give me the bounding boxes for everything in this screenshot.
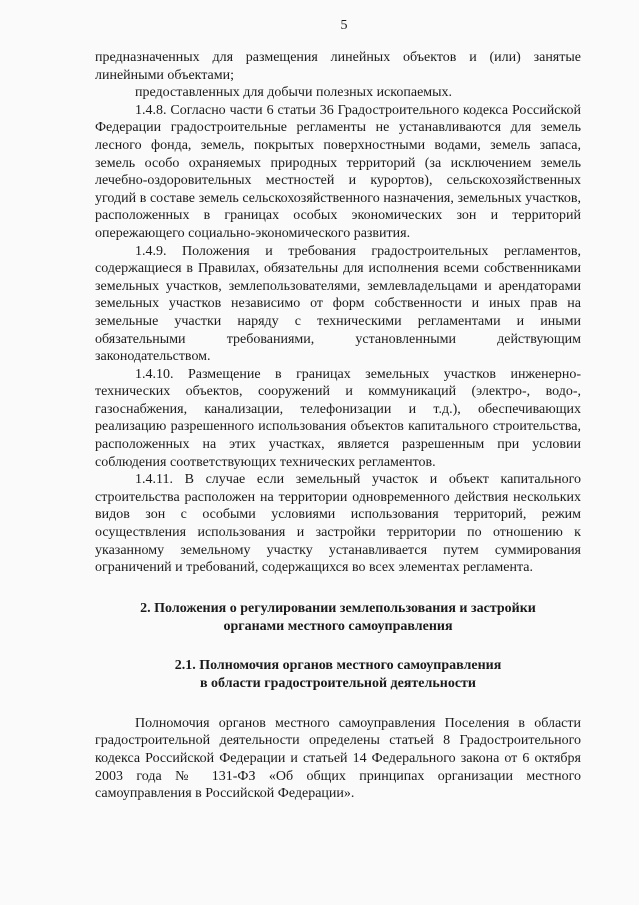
section-2-1-heading	[95, 657, 581, 693]
section-2-heading	[95, 600, 581, 636]
section-2-1-heading-line1: 2.1. Полномочия органов местного самоуправления	[174, 657, 502, 673]
paragraph-1-4-11: 1.4.11. В случае если земельный участок и объект капитального строительства расположен на территории одновременного действия нескольких видов зон с особыми условиями использования территорий, режим осуществления использования и застройки территории по отношению к указанному земельному участку устанавливается путем суммирования ограничений и требований, содержащихся во всех элементах регламента.	[95, 472, 581, 576]
section-2-heading-line2: органами местного самоуправления	[223, 618, 453, 634]
paragraph-1-4-8: 1.4.8. Согласно части 6 статьи 36 Градостроительного кодекса Российской Федерации градостроительные регламенты не устанавливаются для земель лесного фонда, земель, покрытых поверхностными водами, земель запаса, земель особо охраняемых природных территорий (за исключением земель лечебно-оздоровительных местностей и курортов), сельскохозяйственных угодий в составе земель сельскохозяйственного назначения, земельных участков, расположенных в границах особых экономических зон и территорий опережающего социально-экономического развития.	[95, 102, 581, 241]
page-number: 5	[340, 18, 348, 33]
paragraph-1-4-9: 1.4.9. Положения и требования градостроительных регламентов, содержащиеся в Правилах, обязательны для исполнения всеми собственниками земельных участков, землепользователями, землевладельцами и арендаторами земельных участков независимо от форм собственности и иных прав на земельные участки наряду с техническими регламентами и иными обязательными требованиями, установленными действующим законодательством.	[95, 243, 581, 365]
paragraph-municipal-powers: Полномочия органов местного самоуправления Поселения в области градостроительной деятельности определены статьей 8 Градостроительного кодекса Российской Федерации и статьей 14 Федерального закона от 6 октября 2003 года № 131-ФЗ «Об общих принципах организации местного самоуправления в Российской Федерации».	[95, 715, 581, 802]
paragraph-mineral-extraction: предоставленных для добычи полезных ископаемых.	[135, 85, 453, 101]
paragraph-linear-objects: предназначенных для размещения линейных объектов и (или) занятые линейными объектами;	[95, 50, 581, 83]
section-2-1-heading-line2: в области градостроительной деятельности	[200, 675, 476, 691]
section-2-heading-line1: 2. Положения о регулировании землепользования и застройки	[140, 600, 536, 616]
paragraph-1-4-10: 1.4.10. Размещение в границах земельных участков инженерно-технических объектов, сооружений и коммуникаций (электро-, водо-, газоснабжения, канализации, телефонизации и т.д.), обеспечивающих реализацию разрешенного использования объектов капитального строительства, расположенных на этих участках, является разрешенным при условии соблюдения соответствующих технических регламентов.	[95, 366, 581, 470]
